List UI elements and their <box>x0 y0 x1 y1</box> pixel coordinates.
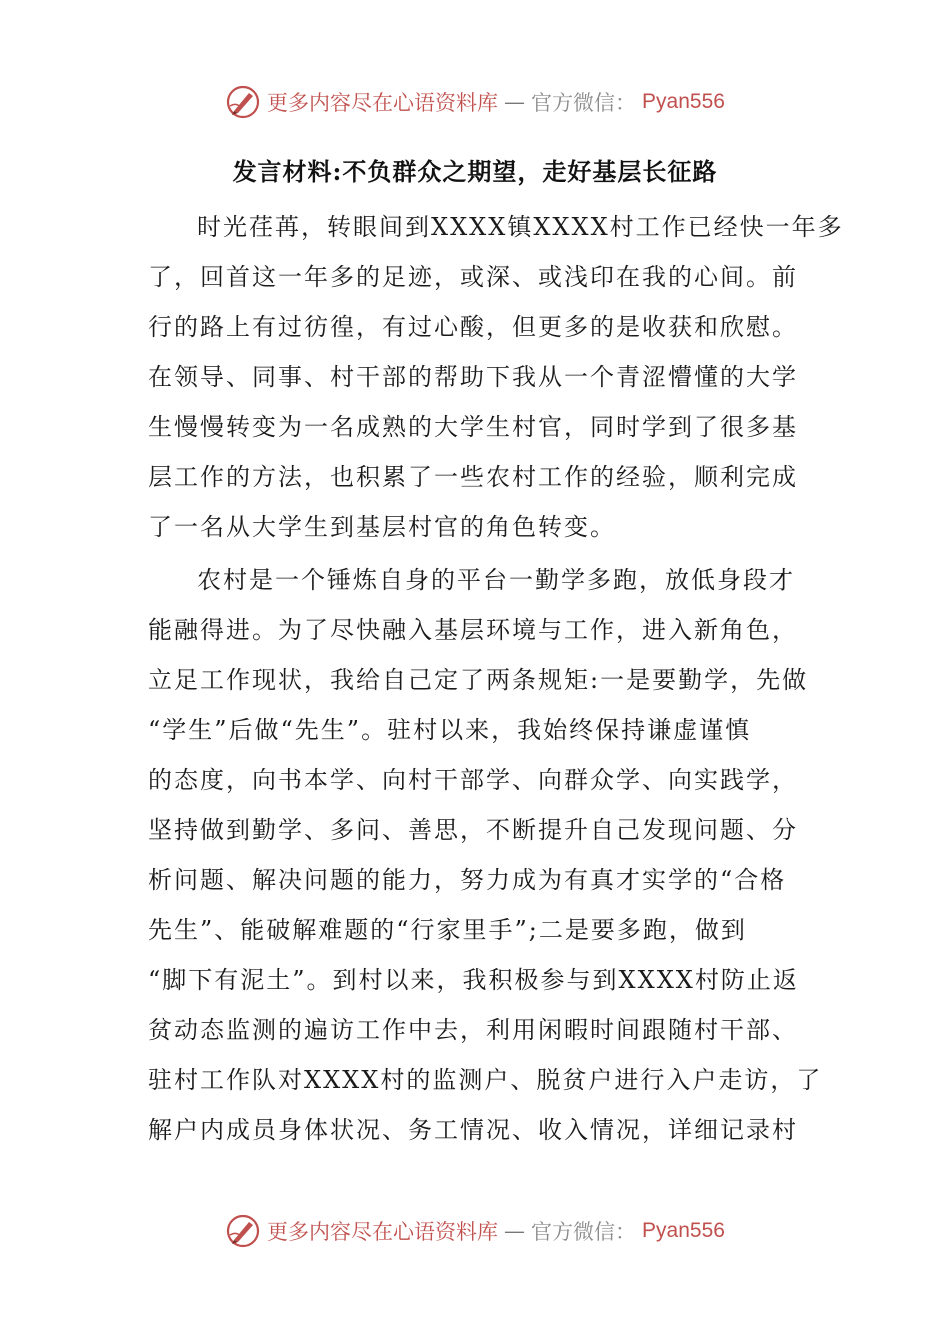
banner-separator: — <box>504 90 526 114</box>
document-body <box>148 205 844 1158</box>
body-line: 层工作的方法，也积累了一些农村工作的经验，顺利完成 <box>148 463 798 491</box>
document-title: 发言材料:不负群众之期望，走好基层长征路 <box>232 157 718 186</box>
body-line: 先生”、能破解难题的“行家里手”;二是要多跑，做到 <box>148 916 747 944</box>
banner-slogan: 更多内容尽在心语资料库 <box>267 91 499 115</box>
pen-logo-icon <box>225 84 261 120</box>
body-line: 驻村工作队对XXXX村的监测户、脱贫户进行入户走访，了 <box>148 1066 823 1094</box>
body-line: 立足工作现状，我给自己定了两条规矩:一是要勤学，先做 <box>148 666 809 694</box>
body-line: 能融得进。为了尽快融入基层环境与工作，进入新角色， <box>148 616 798 644</box>
banner-slogan: 更多内容尽在心语资料库 <box>267 1220 499 1244</box>
body-line: 农村是一个锤炼自身的平台一勤学多跑，放低身段才 <box>197 566 795 594</box>
body-line: 坚持做到勤学、多问、善思，不断提升自己发现问题、分 <box>148 816 798 844</box>
body-line: “脚下有泥土”。到村以来，我积极参与到XXXX村防止返 <box>148 966 799 994</box>
body-line: 时光荏苒，转眼间到XXXX镇XXXX村工作已经快一年多 <box>197 213 844 241</box>
body-line: 的态度，向书本学、向村干部学、向群众学、向实践学， <box>148 766 798 794</box>
body-line: 贫动态监测的遍访工作中去，利用闲暇时间跟随村干部、 <box>148 1016 798 1044</box>
footer-watermark-banner <box>0 1209 950 1253</box>
body-line: 行的路上有过彷徨，有过心酸，但更多的是收获和欣慰。 <box>148 313 798 341</box>
body-line: 了，回首这一年多的足迹，或深、或浅印在我的心间。前 <box>148 263 798 291</box>
body-line: 解户内成员身体状况、务工情况、收入情况，详细记录村 <box>148 1116 798 1144</box>
body-line: 析问题、解决问题的能力，努力成为有真才实学的“合格 <box>148 866 787 894</box>
banner-wechat-label: 官方微信： <box>531 1220 637 1244</box>
body-line: “学生”后做“先生”。驻村以来，我始终保持谦虚谨慎 <box>148 716 752 744</box>
banner-wechat-id: Pyan556 <box>642 1219 725 1242</box>
body-line: 在领导、同事、村干部的帮助下我从一个青涩懵懂的大学 <box>148 363 798 391</box>
banner-wechat-label: 官方微信： <box>531 91 637 115</box>
body-line: 了一名从大学生到基层村官的角色转变。 <box>148 513 616 541</box>
pen-logo-icon <box>225 1213 261 1249</box>
header-watermark-banner <box>0 80 950 124</box>
body-line: 生慢慢转变为一名成熟的大学生村官，同时学到了很多基 <box>148 413 798 441</box>
banner-wechat-id: Pyan556 <box>642 90 725 113</box>
banner-separator: — <box>504 1219 526 1243</box>
